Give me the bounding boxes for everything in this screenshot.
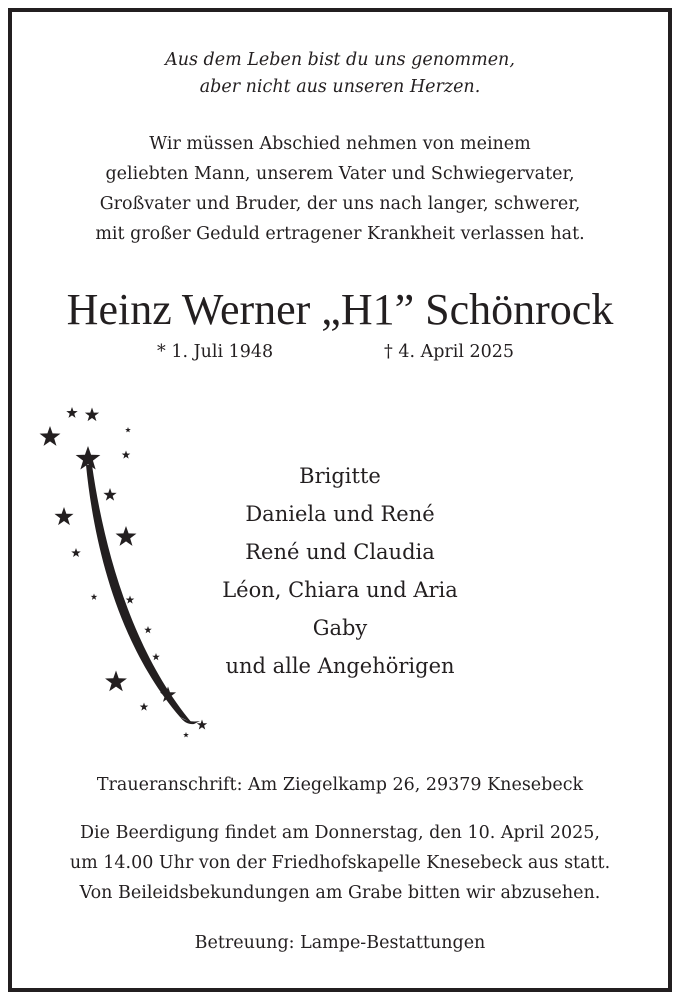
- intro-line-4: mit großer Geduld ertragener Krankheit verlassen hat.: [95, 224, 585, 244]
- birth-date: * 1. Juli 1948: [157, 342, 274, 362]
- funeral-line-3: Von Beileidsbekundungen am Grabe bitten wir abzusehen.: [79, 883, 601, 903]
- funeral-line-1: Die Beerdigung findet am Donnerstag, den 10. April 2025,: [80, 823, 600, 843]
- deceased-name: Heinz Werner „H1” Schönrock: [66, 285, 614, 334]
- mourner-3: René und Claudia: [245, 540, 435, 564]
- mourner-1: Brigitte: [299, 464, 381, 488]
- intro-line-2: geliebten Mann, unserem Vater und Schwiegervater,: [105, 164, 575, 184]
- mourner-2: Daniela und René: [245, 502, 435, 526]
- death-date: † 4. April 2025: [384, 342, 515, 362]
- mourner-5: Gaby: [312, 616, 368, 640]
- intro-line-3: Großvater und Bruder, der uns nach langer, schwerer,: [99, 194, 581, 214]
- undertaker: Betreuung: Lampe-Bestattungen: [194, 933, 486, 953]
- intro-line-1: Wir müssen Abschied nehmen von meinem: [149, 134, 531, 154]
- mourner-6: und alle Angehörigen: [225, 654, 455, 678]
- funeral-line-2: um 14.00 Uhr von der Friedhofskapelle Knesebeck aus statt.: [69, 853, 611, 873]
- mourner-4: Léon, Chiara und Aria: [222, 578, 458, 602]
- motto-line-2: aber nicht aus unseren Herzen.: [199, 77, 481, 97]
- motto-line-1: Aus dem Leben bist du uns genommen,: [165, 50, 515, 70]
- mourning-address: Traueranschrift: Am Ziegelkamp 26, 29379 Knesebeck: [96, 775, 584, 795]
- shooting-star-icon: [30, 395, 220, 745]
